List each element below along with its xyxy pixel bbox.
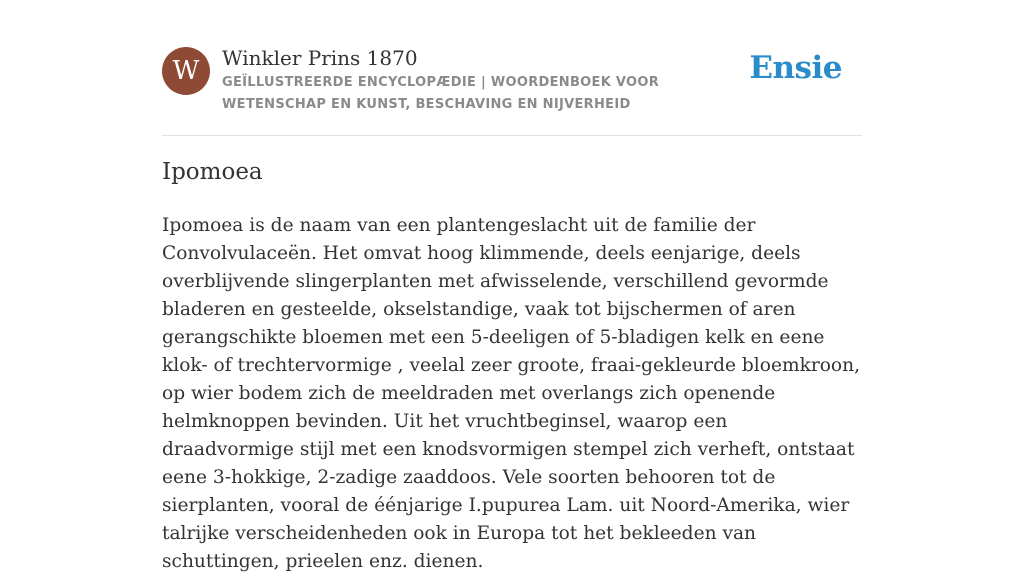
entry-title: Ipomoea: [162, 159, 263, 185]
source-avatar[interactable]: W: [162, 47, 210, 95]
source-title[interactable]: Winkler Prins 1870: [222, 46, 418, 70]
entry-body: Ipomoea is de naam van een plantengeslacht uit de familie der Convolvulaceën. Het omvat hoog klimmende, deels eenjarige, deels overblijvende slingerplanten met afwisselende, verschillend gevormde bladeren en gesteelde, okselstandige, vaak tot bijschermen of aren gerangschikte bloemen met een 5-deeligen of 5-bladigen kelk en eene klok- of trechtervormige , veelal zeer groote, fraai-gekleurde bloemkroon, op wier bodem zich de meeldraden met overlangs zich openende helmknoppen bevinden. Uit het vruchtbeginsel, waarop een draadvormige stijl met een knodsvormigen stempel zich verheft, ontstaat eene 3-hokkige, 2-zadige zaaddoos. Vele soorten behooren tot de sierplanten, vooral de éénjarige I.pupurea Lam. uit Noord-Amerika, wier talrijke verscheidenheden ook in Europa tot het bekleeden van schuttingen, prieelen enz. dienen.: [162, 215, 861, 572]
source-subtitle: GEÏLLUSTREERDE ENCYCLOPÆDIE | WOORDENBOEK VOOR WETENSCHAP EN KUNST, BESCHAVING EN NIJVERHEID: [222, 75, 660, 112]
source-header: [162, 46, 862, 116]
header-divider: [162, 135, 862, 136]
ensie-logo-link[interactable]: Ensie: [749, 50, 842, 86]
